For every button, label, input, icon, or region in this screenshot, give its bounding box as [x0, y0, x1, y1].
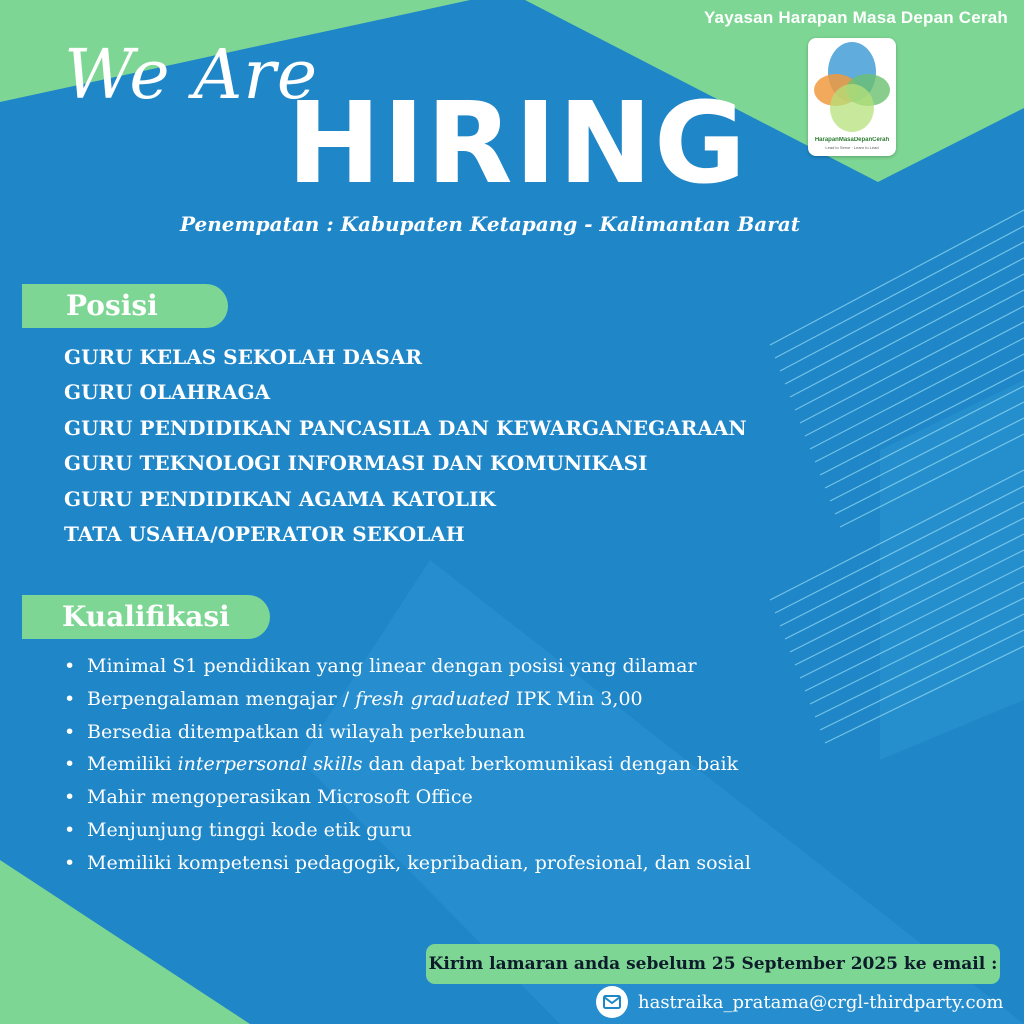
- qualification-item: [64, 849, 751, 882]
- headline-hiring: HIRING: [287, 79, 748, 209]
- organization-name: Yayasan Harapan Masa Depan Cerah: [703, 8, 1008, 27]
- qualification-item: [64, 652, 751, 685]
- qualification-text: IPK Min 3,00: [509, 687, 643, 710]
- envelope-icon: [596, 986, 628, 1018]
- positions-list: [64, 343, 747, 555]
- bullet-icon: •: [64, 655, 76, 677]
- bullet-icon: •: [64, 786, 76, 809]
- logo-tagline: Lead to Serve · Learn to Lead: [825, 145, 879, 150]
- qualification-text: Menjunjung tinggi kode etik guru: [87, 818, 412, 841]
- position-item: GURU KELAS SEKOLAH DASAR: [64, 345, 422, 369]
- qualification-text: Mahir mengoperasikan Microsoft Office: [87, 786, 473, 809]
- position-item: GURU PENDIDIKAN PANCASILA DAN KEWARGANEGARAAN: [64, 415, 747, 440]
- qualification-item: [64, 718, 751, 751]
- position-item: TATA USAHA/OPERATOR SEKOLAH: [64, 521, 465, 546]
- logo-ellipses-icon: [808, 38, 896, 138]
- position-item: GURU OLAHRAGA: [64, 380, 271, 405]
- qualifications-heading: Kualifikasi: [22, 595, 270, 639]
- email-contact[interactable]: [596, 984, 1003, 1020]
- qualification-text: Memiliki: [87, 753, 178, 776]
- application-deadline: Kirim lamaran anda sebelum 25 September 2025 ke email :: [426, 944, 1000, 984]
- positions-heading: Posisi: [22, 284, 228, 328]
- position-item: GURU TEKNOLOGI INFORMASI DAN KOMUNIKASI: [64, 451, 648, 476]
- headline-we-are: We Are: [64, 36, 319, 115]
- qualification-item: [64, 685, 751, 718]
- qualifications-list: [64, 652, 751, 882]
- bullet-icon: •: [64, 720, 76, 743]
- qualification-emphasis: fresh graduated: [355, 687, 510, 710]
- bullet-icon: •: [64, 851, 76, 874]
- placement-location: Penempatan : Kabupaten Ketapang - Kalimantan Barat: [180, 212, 800, 236]
- qualification-text: dan dapat berkomunikasi dengan baik: [362, 753, 739, 776]
- qualification-item: [64, 816, 751, 849]
- qualification-emphasis: interpersonal skills: [177, 753, 363, 776]
- email-address-link[interactable]: hastraika_pratama@crgl-thirdparty.com: [638, 991, 1004, 1013]
- qualification-text: Memiliki kompetensi pedagogik, kepribadian, profesional, dan sosial: [87, 851, 751, 874]
- bullet-icon: •: [64, 687, 76, 710]
- qualification-text: Minimal S1 pendidikan yang linear dengan posisi yang dilamar: [87, 655, 697, 677]
- qualification-text: Berpengalaman mengajar /: [87, 687, 356, 710]
- qualification-item: [64, 783, 751, 816]
- qualification-item: [64, 750, 751, 783]
- bullet-icon: •: [64, 818, 76, 841]
- position-item: GURU PENDIDIKAN AGAMA KATOLIK: [64, 486, 496, 511]
- qualification-text: Bersedia ditempatkan di wilayah perkebunan: [87, 720, 526, 743]
- logo-wordmark: HarapanMasaDepanCerah: [814, 137, 890, 143]
- organization-logo: [808, 38, 896, 156]
- bullet-icon: •: [64, 753, 76, 776]
